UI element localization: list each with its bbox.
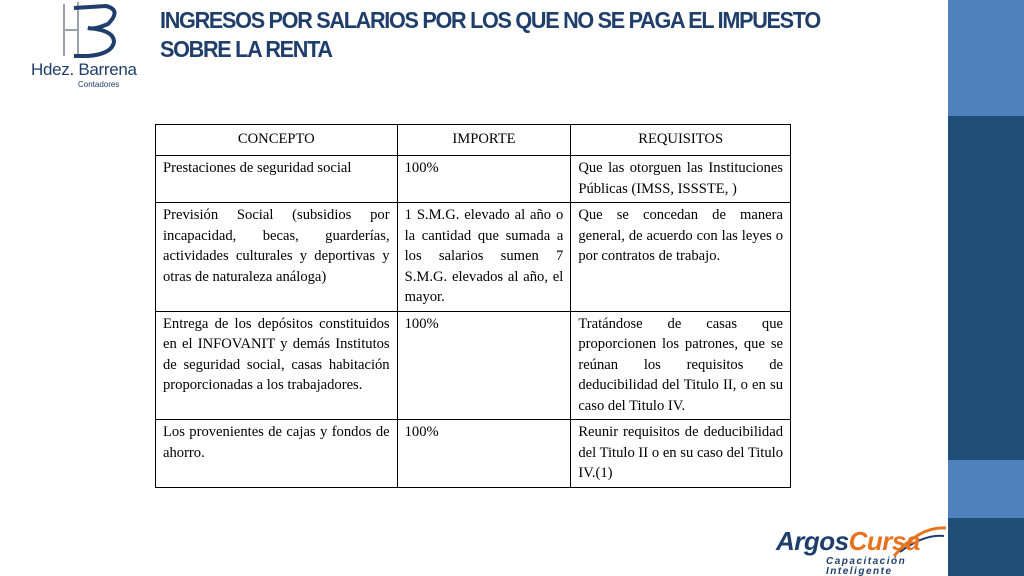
table-row <box>156 156 791 203</box>
cell-importe: 100% <box>397 420 571 488</box>
company-logo <box>28 0 138 96</box>
logo-name: Hdez. Barrena <box>31 60 137 79</box>
salary-exemptions-table <box>155 124 791 488</box>
brand-name-accent: Cursa <box>848 526 920 556</box>
brand-name-main: Argos <box>776 526 849 556</box>
cell-importe: 100% <box>397 156 571 203</box>
header-requisitos: REQUISITOS <box>571 125 791 156</box>
brand-tagline-line1: Capacitación <box>826 556 907 567</box>
slide-title: INGRESOS POR SALARIOS POR LOS QUE NO SE PAGA EL IMPUESTO SOBRE LA RENTA <box>160 7 820 62</box>
table-row <box>156 420 791 488</box>
cell-importe: 1 S.M.G. elevado al año o la cantidad que sumada a los salarios sumen 7 S.M.G. elevados al año, el mayor. <box>397 203 571 312</box>
brand-tagline <box>826 557 906 576</box>
cell-requisitos: Reunir requisitos de deducibilidad del Titulo II o en su caso del Titulo IV.(1) <box>571 420 791 488</box>
cell-concepto: Prestaciones de seguridad social <box>156 156 398 203</box>
table-row <box>156 311 791 420</box>
cell-concepto: Entrega de los depósitos constituidos en el INFOVANIT y demás Institutos de seguridad social, casas habitación proporcionadas a los trabajadores. <box>156 311 398 420</box>
argoscursa-logo <box>770 522 950 576</box>
logo-subtitle: Contadores <box>78 80 120 89</box>
cell-concepto: Los provenientes de cajas y fondos de ahorro. <box>156 420 398 488</box>
table-row <box>156 203 791 312</box>
table-header-row <box>156 125 791 156</box>
cell-requisitos: Tratándose de casas que proporcionen los patrones, que se reúnan los requisitos de deducibilidad del Titulo II, o en su caso del Titulo IV. <box>571 311 791 420</box>
cell-importe: 100% <box>397 311 571 420</box>
cell-requisitos: Que las otorguen las Instituciones Públicas (IMSS, ISSSTE, ) <box>571 156 791 203</box>
header-importe: IMPORTE <box>397 125 571 156</box>
header-concepto: CONCEPTO <box>156 125 398 156</box>
brand-name <box>776 526 920 557</box>
side-band-block-bottom <box>948 460 1024 518</box>
brand-tagline-line2: Inteligente <box>826 566 893 576</box>
side-band-block-top <box>948 0 1024 116</box>
cell-concepto: Previsión Social (subsidios por incapacidad, becas, guarderías, actividades culturales y deportivas y otras de naturaleza análoga) <box>156 203 398 312</box>
cell-requisitos: Que se concedan de manera general, de acuerdo con las leyes o por contratos de trabajo. <box>571 203 791 312</box>
hb-monogram-icon <box>44 0 124 60</box>
